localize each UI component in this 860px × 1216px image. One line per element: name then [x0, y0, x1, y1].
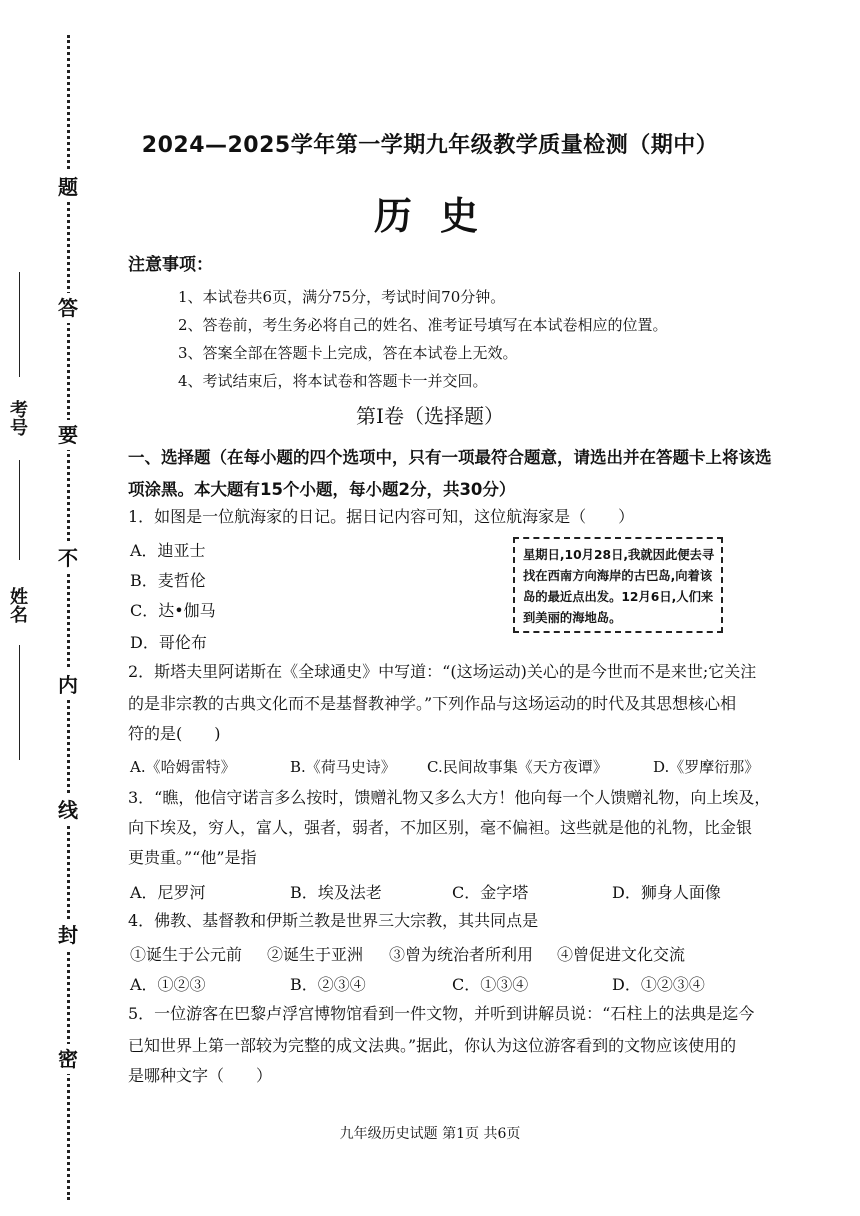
q1-option-c[interactable]: C．达•伽马 — [130, 601, 216, 620]
q4-option-b[interactable]: B．②③④ — [290, 975, 366, 994]
part-heading-line2: 项涂黑。本大题有15个小题，每小题2分，共30分） — [128, 480, 516, 499]
q3-option-c[interactable]: C．金字塔 — [452, 883, 529, 902]
notes-heading: 注意事项： — [128, 255, 213, 275]
q1-option-a[interactable]: A．迪亚士 — [130, 541, 206, 560]
q5-line: 是哪种文字（ ） — [128, 1066, 273, 1085]
q5-line: 已知世界上第一部较为完整的成文法典。”据此，你认为这位游客看到的文物应该使用的 — [128, 1036, 737, 1055]
q2-option-d[interactable]: D.《罗摩衍那》 — [653, 758, 760, 776]
subject-title: 历史 — [373, 193, 506, 238]
q5-line: 5．一位游客在巴黎卢浮宫博物馆看到一件文物，并听到讲解员说：“石柱上的法典是迄今 — [128, 1004, 755, 1023]
q4-option-a[interactable]: A．①②③ — [130, 975, 206, 994]
seal-char: 要 — [55, 420, 81, 450]
seal-char: 题 — [55, 172, 81, 202]
exam-number-line[interactable] — [19, 272, 20, 377]
q3-line: 向下埃及，穷人，富人，强者，弱者，不加区别，毫不偏袒。这些就是他的礼物，比金银 — [128, 818, 753, 837]
seal-char: 内 — [55, 670, 81, 700]
seal-char: 线 — [55, 795, 81, 825]
q4-option-d[interactable]: D．①②③④ — [612, 975, 705, 994]
q4-item: ③曾为统治者所利用 — [389, 945, 534, 964]
seal-char: 封 — [55, 920, 81, 950]
q2-option-c[interactable]: C.民间故事集《天方夜谭》 — [427, 758, 608, 776]
q3-line: 3．“瞧，他信守诺言多么按时，馈赠礼物又多么大方！他向每一个人馈赠礼物，向上埃及， — [128, 788, 771, 807]
note-item: 2、答卷前，考生务必将自己的姓名、准考证号填写在本试卷相应的位置。 — [178, 316, 668, 334]
note-item: 4、考试结束后，将本试卷和答题卡一并交回。 — [178, 372, 488, 390]
diary-line: 星期日,10月28日,我就因此便去寻 — [523, 548, 715, 562]
diary-line: 到美丽的海地岛。 — [523, 611, 622, 625]
diary-line: 找在西南方向海岸的古巴岛,向着该 — [523, 569, 713, 583]
seal-char: 密 — [55, 1044, 81, 1074]
q4-item: ②诞生于亚洲 — [267, 945, 364, 964]
q2-option-b[interactable]: B.《荷马史诗》 — [290, 758, 396, 776]
seal-char: 答 — [55, 293, 81, 323]
note-item: 3、答案全部在答题卡上完成，答在本试卷上无效。 — [178, 344, 518, 362]
q3-option-b[interactable]: B．埃及法老 — [290, 883, 382, 902]
q2-line: 的是非宗教的古典文化而不是基督教神学。”下列作品与这场运动的时代及其思想核心相 — [128, 694, 737, 713]
q3-option-d[interactable]: D．狮身人面像 — [612, 883, 721, 902]
diary-excerpt-box — [513, 537, 723, 633]
q1-option-d[interactable]: D．哥伦布 — [130, 633, 207, 652]
q4-option-c[interactable]: C．①③④ — [452, 975, 529, 994]
name-label: 姓名 — [7, 587, 28, 623]
page-footer: 九年级历史试题 第1页 共6页 — [339, 1126, 521, 1142]
seal-char: 不 — [55, 543, 81, 573]
q1-stem: 1．如图是一位航海家的日记。据日记内容可知，这位航海家是（ ） — [128, 507, 635, 526]
q3-line: 更贵重。”“他”是指 — [128, 848, 257, 867]
q4-item: ④曾促进文化交流 — [557, 945, 686, 964]
q3-option-a[interactable]: A．尼罗河 — [130, 883, 206, 902]
q4-stem: 4．佛教、基督教和伊斯兰教是世界三大宗教，其共同点是 — [128, 911, 539, 930]
q1-option-b[interactable]: B．麦哲伦 — [130, 571, 206, 590]
q2-line: 2．斯塔夫里阿诺斯在《全球通史》中写道：“(这场运动)关心的是今世而不是来世;它关注 — [128, 662, 757, 681]
name-line-top — [19, 460, 20, 560]
note-item: 1、本试卷共6页，满分75分，考试时间70分钟。 — [178, 288, 506, 306]
exam-title: 2024—2025学年第一学期九年级教学质量检测（期中） — [141, 133, 719, 158]
q2-line: 符的是( ) — [128, 724, 221, 743]
exam-number-label: 考号 — [7, 400, 28, 436]
diary-line: 岛的最近点出发。12月6日,人们来 — [523, 590, 714, 604]
section-title: 第Ⅰ卷（选择题） — [356, 404, 504, 428]
name-line[interactable] — [19, 645, 20, 760]
q4-item: ①诞生于公元前 — [130, 945, 243, 964]
part-heading-line1: 一、选择题（在每小题的四个选项中，只有一项最符合题意，请选出并在答题卡上将该选 — [128, 448, 772, 467]
q2-option-a[interactable]: A.《哈姆雷特》 — [130, 758, 236, 776]
